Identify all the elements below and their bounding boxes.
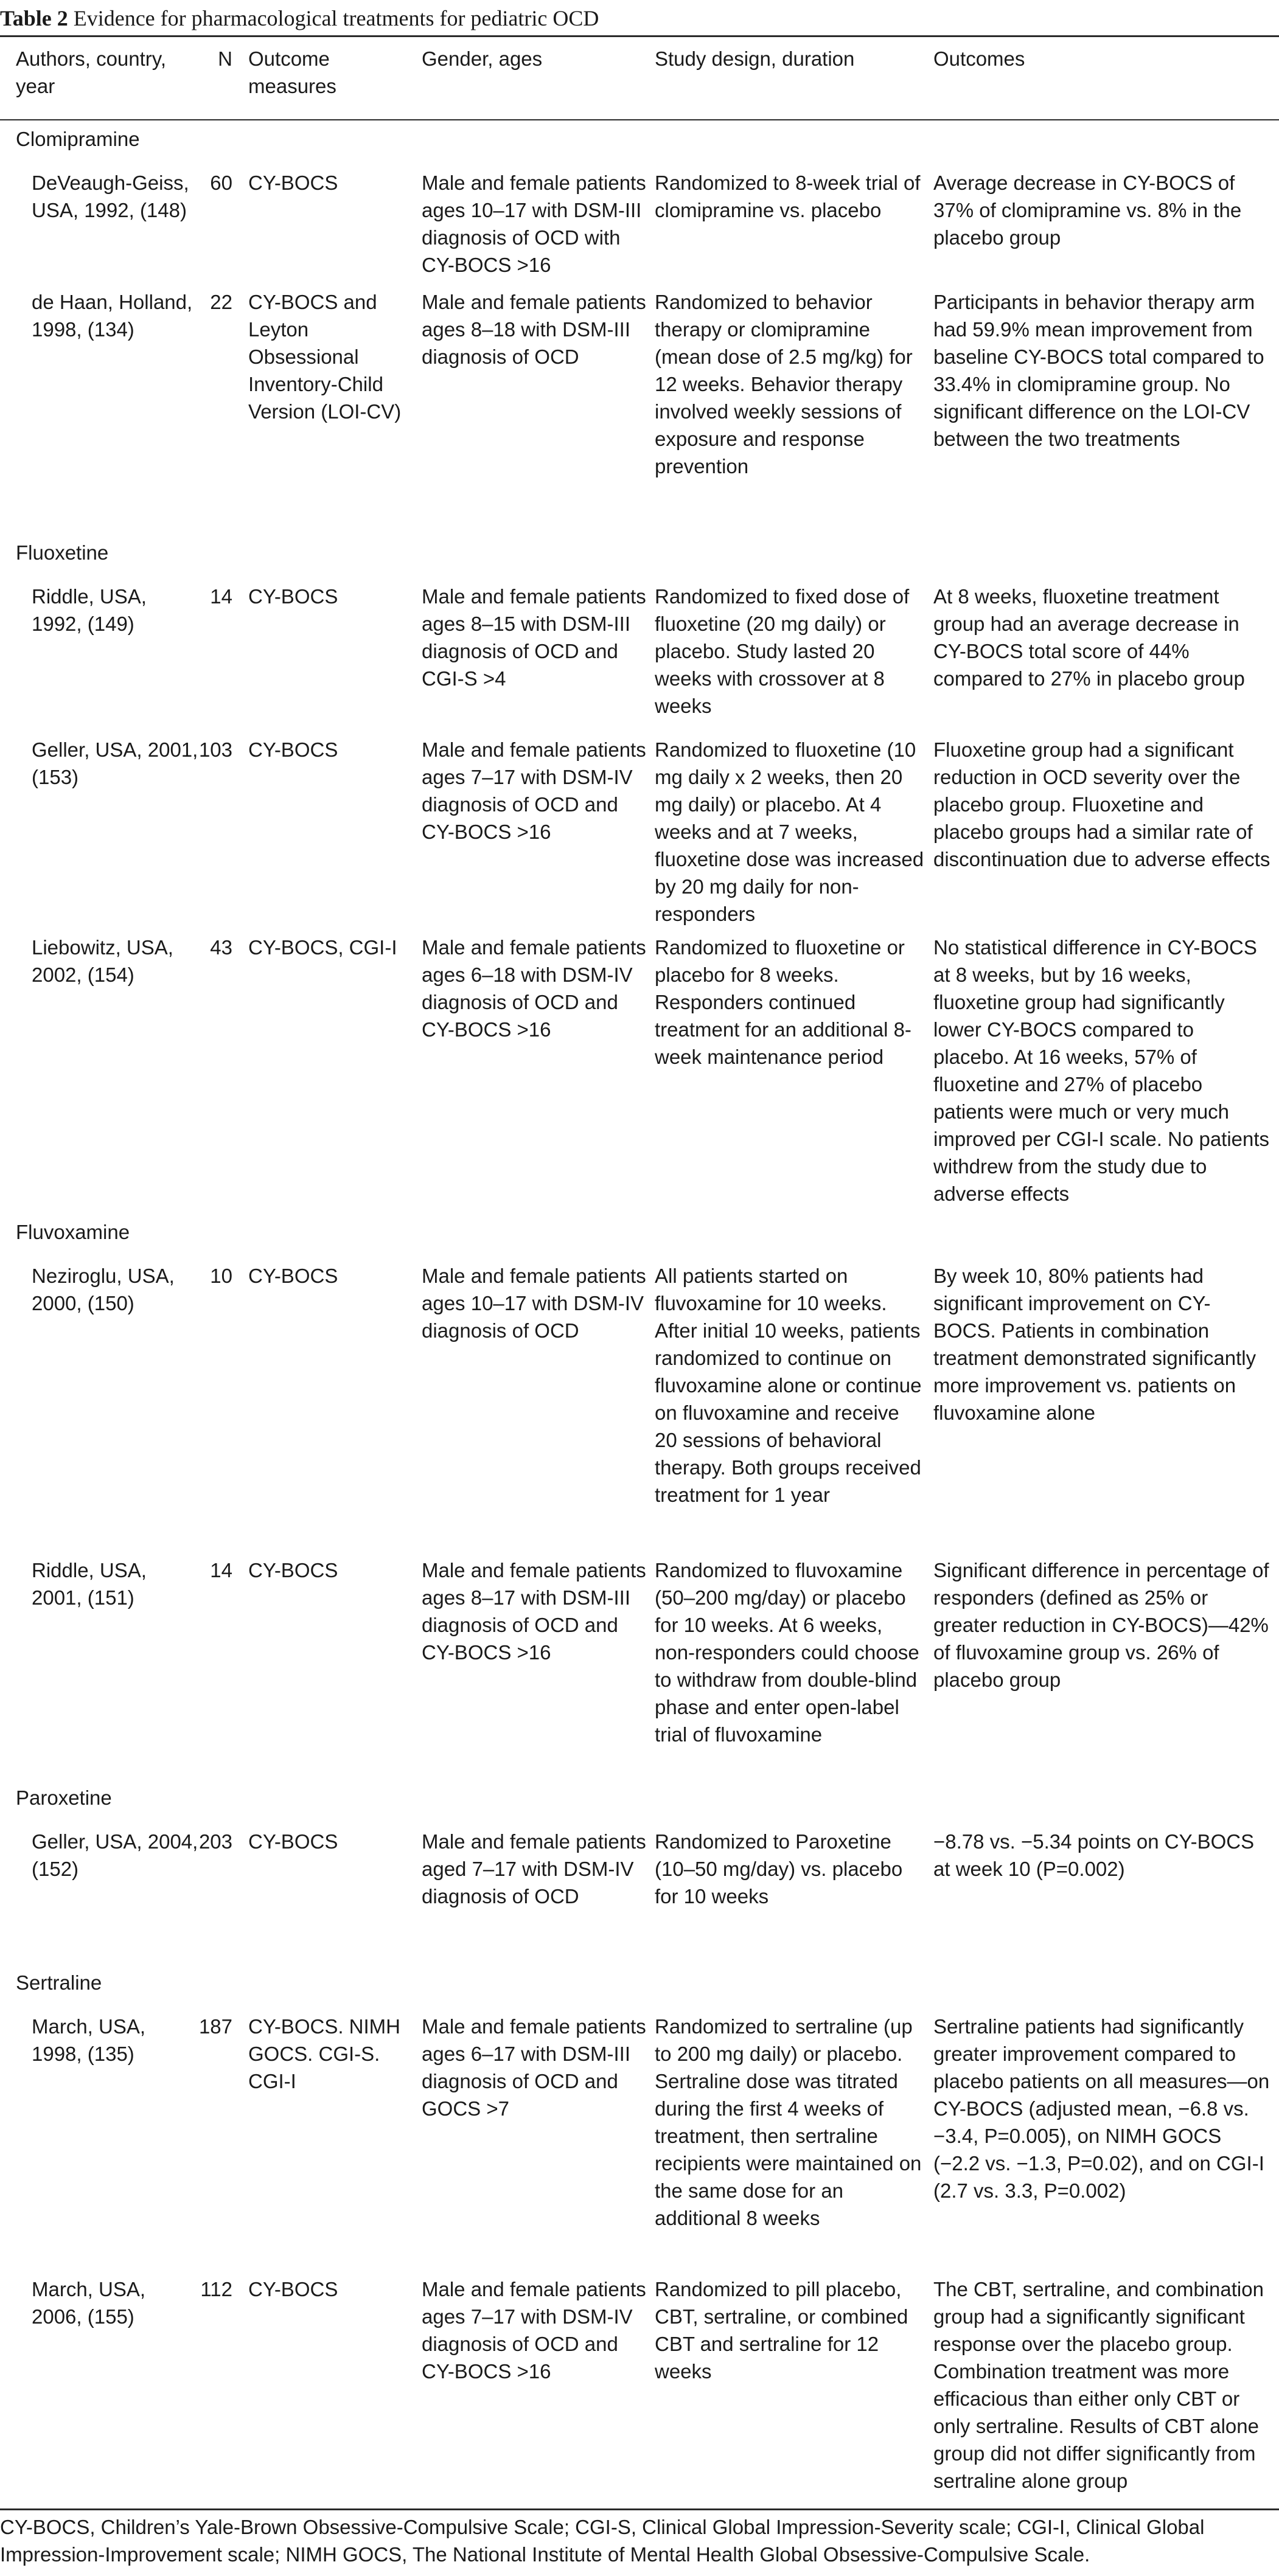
row-gender-ages: Male and female patients ages 10–17 with DSM-III diagnosis of OCD with CY-BOCS >16 — [422, 172, 646, 276]
table-row — [0, 1550, 1279, 1778]
header-row — [0, 40, 1279, 119]
table-row — [0, 577, 1279, 730]
row-outcomes: By week 10, 80% patients had significant improvement on CY-BOCS. Patients in combination treatment demonstrated significantly more improvement vs. patients on fluvoxamine alone — [933, 1265, 1256, 1424]
table-label: Table 2 — [0, 6, 68, 30]
header-authors: Authors, country, year — [16, 47, 167, 97]
row-n: 43 — [210, 936, 232, 959]
group-row — [0, 119, 1279, 163]
group-label: Fluoxetine — [16, 541, 109, 564]
row-outcome-measures: CY-BOCS — [248, 1559, 338, 1581]
row-study-design: Randomized to Paroxetine (10–50 mg/day) vs. placebo for 10 weeks — [655, 1830, 903, 1908]
row-n: 60 — [210, 172, 232, 194]
row-outcomes: The CBT, sertraline, and combination group had a significantly significant response over the placebo group. Combination treatment was more efficacious than either only CBT or only sertraline. Results of CBT alone group did not differ significantly from sertraline alone group — [933, 2278, 1264, 2492]
row-outcome-measures: CY-BOCS — [248, 1830, 338, 1853]
group-label: Sertraline — [16, 1971, 102, 1994]
row-outcomes: Significant difference in percentage of responders (defined as 25% or greater reduction in CY-BOCS)—42% of fluvoxamine group vs. 26% of placebo group — [933, 1559, 1269, 1691]
table-row — [0, 282, 1279, 533]
table-title: Evidence for pharmacological treatments for pediatric OCD — [73, 6, 599, 30]
row-authors: DeVeaugh-Geiss, USA, 1992, (148) — [32, 172, 189, 221]
row-study-design: All patients started on fluvoxamine for 10 weeks. After initial 10 weeks, patients randomized to continue on fluvoxamine alone or continue on fluvoxamine and receive 20 sessions of behavioral therapy. Both groups received treatment for 1 year — [655, 1265, 922, 1506]
row-authors: March, USA, 2006, (155) — [32, 2278, 146, 2328]
row-n: 112 — [200, 2278, 232, 2300]
row-outcomes: Fluoxetine group had a significant reduction in OCD severity over the placebo group. Fluoxetine and placebo groups had a similar rate of discontinuation due to adverse effects — [933, 738, 1270, 870]
group-row — [0, 1212, 1279, 1256]
row-outcomes: Sertraline patients had significantly greater improvement compared to placebo patients on all measures—on CY-BOCS (adjusted mean, −6.8 vs. −3.4, P=0.005), on NIMH GOCS (−2.2 vs. −1.3, P=0.02), and on CGI-I (2.7 vs. 3.3, P=0.002) — [933, 2015, 1270, 2202]
row-outcomes: −8.78 vs. −5.34 points on CY-BOCS at week 10 (P=0.002) — [933, 1830, 1255, 1880]
top-rule — [0, 35, 1279, 37]
row-outcomes: Average decrease in CY-BOCS of 37% of clomipramine vs. 8% in the placebo group — [933, 172, 1242, 249]
header-study-design: Study design, duration — [655, 47, 855, 70]
row-n: 14 — [210, 1559, 232, 1581]
row-gender-ages: Male and female patients ages 10–17 with DSM-IV diagnosis of OCD — [422, 1265, 646, 1342]
row-n: 103 — [198, 738, 232, 761]
row-outcome-measures: CY-BOCS. NIMH GOCS. CGI-S. CGI-I — [248, 2015, 400, 2092]
row-study-design: Randomized to fluvoxamine (50–200 mg/day) or placebo for 10 weeks. At 6 weeks, non-responders could choose to withdraw from double-blind phase and enter open-label trial of fluvoxamine — [655, 1559, 919, 1746]
row-gender-ages: Male and female patients ages 8–18 with DSM-III diagnosis of OCD — [422, 291, 646, 368]
table-row — [0, 2007, 1279, 2269]
group-row — [0, 533, 1279, 577]
row-n: 187 — [198, 2015, 232, 2038]
group-label: Fluvoxamine — [16, 1221, 130, 1243]
row-gender-ages: Male and female patients ages 6–18 with DSM-IV diagnosis of OCD and CY-BOCS >16 — [422, 936, 646, 1041]
table-row — [0, 1256, 1279, 1550]
evidence-table — [0, 40, 1279, 2549]
table-row — [0, 928, 1279, 1212]
row-n: 10 — [210, 1265, 232, 1287]
row-gender-ages: Male and female patients ages 8–15 with DSM-III diagnosis of OCD and CGI-S >4 — [422, 585, 646, 690]
row-authors: Geller, USA, 2001, (153) — [32, 738, 198, 788]
row-outcomes: Participants in behavior therapy arm had 59.9% mean improvement from baseline CY-BOCS total compared to 33.4% in clomipramine group. No significant difference on the LOI-CV between the two treatments — [933, 291, 1264, 450]
header-outcomes: Outcomes — [933, 47, 1025, 70]
group-label: Paroxetine — [16, 1786, 112, 1809]
row-gender-ages: Male and female patients ages 7–17 with DSM-IV diagnosis of OCD and CY-BOCS >16 — [422, 738, 646, 843]
header-n: N — [218, 47, 232, 70]
row-outcome-measures: CY-BOCS — [248, 2278, 338, 2300]
row-gender-ages: Male and female patients ages 6–17 with DSM-III diagnosis of OCD and GOCS >7 — [422, 2015, 646, 2120]
row-gender-ages: Male and female patients ages 8–17 with DSM-III diagnosis of OCD and CY-BOCS >16 — [422, 1559, 646, 1664]
table-row — [0, 1822, 1279, 1963]
row-authors: Neziroglu, USA, 2000, (150) — [32, 1265, 175, 1314]
table-body — [0, 119, 1279, 2549]
table-row — [0, 730, 1279, 928]
row-study-design: Randomized to pill placebo, CBT, sertraline, or combined CBT and sertraline for 12 weeks — [655, 2278, 908, 2383]
table-caption — [0, 4, 1279, 33]
group-row — [0, 1963, 1279, 2007]
row-study-design: Randomized to fluoxetine (10 mg daily x 2 weeks, then 20 mg daily) or placebo. At 4 weeks and at 7 weeks, fluoxetine dose was increased by 20 mg daily for non-responders — [655, 738, 924, 925]
group-row — [0, 1778, 1279, 1822]
row-n: 203 — [198, 1830, 232, 1853]
row-authors: Riddle, USA, 2001, (151) — [32, 1559, 147, 1609]
row-authors: Geller, USA, 2004, (152) — [32, 1830, 198, 1880]
row-outcome-measures: CY-BOCS — [248, 585, 338, 608]
row-outcome-measures: CY-BOCS — [248, 172, 338, 194]
header-gender-ages: Gender, ages — [422, 47, 543, 70]
row-gender-ages: Male and female patients ages 7–17 with DSM-IV diagnosis of OCD and CY-BOCS >16 — [422, 2278, 646, 2383]
header-outcome-measures: Outcome measures — [248, 47, 336, 97]
row-authors: Liebowitz, USA, 2002, (154) — [32, 936, 173, 986]
row-outcome-measures: CY-BOCS — [248, 738, 338, 761]
row-authors: Riddle, USA, 1992, (149) — [32, 585, 147, 635]
row-study-design: Randomized to behavior therapy or clomipramine (mean dose of 2.5 mg/kg) for 12 weeks. Behavior therapy involved weekly sessions of exposure and response prevention — [655, 291, 913, 477]
row-authors: March, USA, 1998, (135) — [32, 2015, 146, 2065]
row-outcome-measures: CY-BOCS — [248, 1265, 338, 1287]
row-outcome-measures: CY-BOCS, CGI-I — [248, 936, 397, 959]
row-study-design: Randomized to sertraline (up to 200 mg daily) or placebo. Sertraline dose was titrated during the first 4 weeks of treatment, then sertraline recipients were maintained on the same dose for an additional 8 weeks — [655, 2015, 922, 2229]
table-row — [0, 163, 1279, 282]
table-footnote: CY-BOCS, Children’s Yale-Brown Obsessive-Compulsive Scale; CGI-S, Clinical Global Impression-Severity scale; CGI-I, Clinical Global Impression-Improvement scale; NIMH GOCS, The National Institute of Mental Health Global Obsessive-Compulsive Scale. — [0, 2516, 1205, 2566]
group-label: Clomipramine — [16, 128, 140, 150]
row-outcomes: At 8 weeks, fluoxetine treatment group had an average decrease in CY-BOCS total score of 44% compared to 27% in placebo group — [933, 585, 1245, 690]
row-n: 22 — [210, 291, 232, 313]
row-study-design: Randomized to fluoxetine or placebo for 8 weeks. Responders continued treatment for an additional 8-week maintenance period — [655, 936, 911, 1068]
row-authors: de Haan, Holland, 1998, (134) — [32, 291, 193, 341]
row-n: 14 — [210, 585, 232, 608]
row-outcome-measures: CY-BOCS and Leyton Obsessional Inventory-Child Version (LOI-CV) — [248, 291, 402, 423]
row-study-design: Randomized to 8-week trial of clomipramine vs. placebo — [655, 172, 921, 221]
row-study-design: Randomized to fixed dose of fluoxetine (20 mg daily) or placebo. Study lasted 20 weeks with crossover at 8 weeks — [655, 585, 910, 717]
table-row — [0, 2269, 1279, 2549]
row-gender-ages: Male and female patients aged 7–17 with DSM-IV diagnosis of OCD — [422, 1830, 646, 1908]
row-outcomes: No statistical difference in CY-BOCS at 8 weeks, but by 16 weeks, fluoxetine group had significantly lower CY-BOCS compared to placebo. At 16 weeks, 57% of fluoxetine and 27% of placebo patients were much or very much improved per CGI-I scale. No patients withdrew from the study due to adverse effects — [933, 936, 1270, 1205]
